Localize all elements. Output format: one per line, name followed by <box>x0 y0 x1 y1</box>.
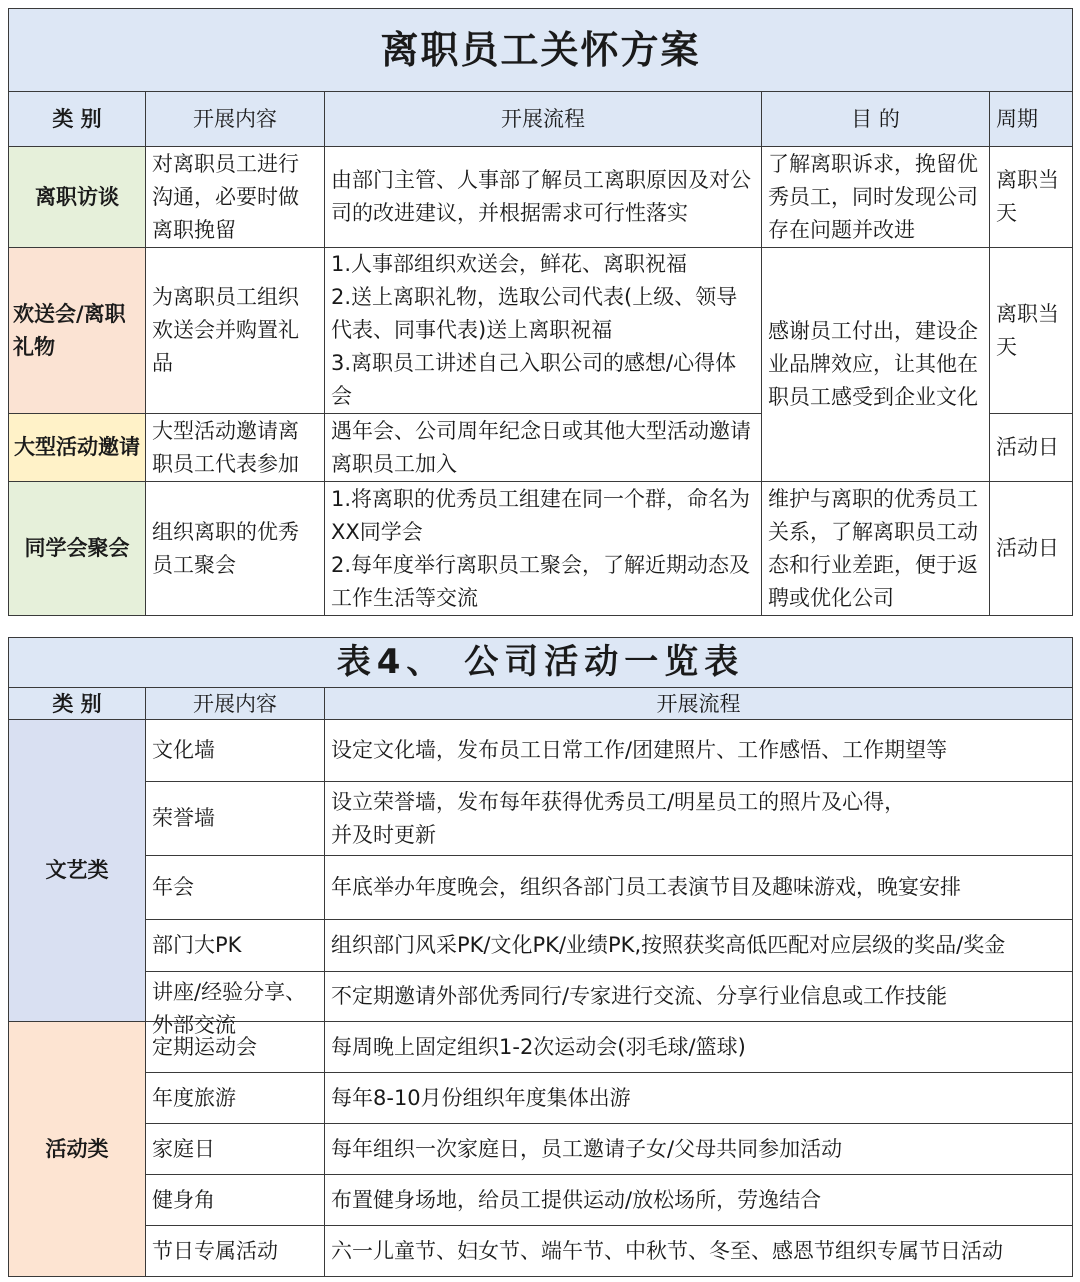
purpose-cell: 了解离职诉求，挽留优秀员工，同时发现公司存在问题并改进 <box>762 147 990 248</box>
table-row <box>9 147 1073 248</box>
process-cell: 年底举办年度晚会，组织各部门员工表演节目及趣味游戏，晚宴安排 <box>325 856 1073 920</box>
table-row <box>9 782 1073 856</box>
category-cell: 离职访谈 <box>9 147 146 248</box>
content-cell: 节日专属活动 <box>146 1226 325 1277</box>
cycle-cell: 活动日 <box>990 414 1073 482</box>
process-cell: 不定期邀请外部优秀同行/专家进行交流、分享行业信息或工作技能 <box>325 972 1073 1022</box>
table1-title: 离职员工关怀方案 <box>9 9 1073 92</box>
purpose-cell: 感谢员工付出，建设企业品牌效应，让其他在职员工感受到企业文化 <box>762 248 990 482</box>
process-line: 1.人事部组织欢送会，鲜花、离职祝福 <box>331 252 688 276</box>
process-line: 2.送上离职礼物，选取公司代表(上级、领导代表、同事代表)送上离职祝福 <box>331 285 738 342</box>
category-cell: 活动类 <box>9 1022 146 1277</box>
content-cell: 健身角 <box>146 1175 325 1226</box>
cycle-cell: 离职当天 <box>990 248 1073 414</box>
company-activities-table <box>8 637 1073 1277</box>
content-cell: 大型活动邀请离职员工代表参加 <box>146 414 325 482</box>
header-category: 类 别 <box>9 92 146 147</box>
category-cell: 文艺类 <box>9 720 146 1022</box>
table-row <box>9 1073 1073 1124</box>
table-row <box>9 720 1073 782</box>
process-cell: 设定文化墙，发布员工日常工作/团建照片、工作感悟、工作期望等 <box>325 720 1073 782</box>
header-process: 开展流程 <box>325 92 762 147</box>
cycle-cell: 活动日 <box>990 482 1073 616</box>
header-category: 类 别 <box>9 688 146 720</box>
header-content: 开展内容 <box>146 688 325 720</box>
category-cell: 同学会聚会 <box>9 482 146 616</box>
content-cell: 组织离职的优秀员工聚会 <box>146 482 325 616</box>
cycle-cell: 离职当天 <box>990 147 1073 248</box>
process-cell: 每年8-10月份组织年度集体出游 <box>325 1073 1073 1124</box>
process-cell: 组织部门风采PK/文化PK/业绩PK,按照获奖高低匹配对应层级的奖品/奖金 <box>325 920 1073 972</box>
content-cell: 部门大PK <box>146 920 325 972</box>
content-cell: 为离职员工组织欢送会并购置礼品 <box>146 248 325 414</box>
process-line: 2.每年度举行离职员工聚会，了解近期动态及工作生活等交流 <box>331 552 751 610</box>
table-row <box>9 920 1073 972</box>
category-cell: 欢送会/离职礼物 <box>9 248 146 414</box>
content-cell: 年度旅游 <box>146 1073 325 1124</box>
category-cell: 大型活动邀请 <box>9 414 146 482</box>
process-cell <box>325 482 762 616</box>
process-cell: 设立荣誉墙，发布每年获得优秀员工/明星员工的照片及心得，并及时更新 <box>325 782 1073 856</box>
clipped-content: 讲座/经验分享、外部交流 <box>152 980 307 1037</box>
header-process: 开展流程 <box>325 688 1073 720</box>
header-cycle: 周期 <box>990 92 1073 147</box>
content-cell <box>146 972 325 1037</box>
content-cell: 定期运动会 <box>146 1022 325 1073</box>
process-cell: 每周晚上固定组织1-2次运动会(羽毛球/篮球) <box>325 1022 1073 1073</box>
table-row <box>9 1124 1073 1175</box>
offboarding-care-table <box>8 8 1073 616</box>
purpose-cell: 维护与离职的优秀员工关系，了解离职员工动态和行业差距，便于返聘或优化公司 <box>762 482 990 616</box>
process-cell: 布置健身场地，给员工提供运动/放松场所，劳逸结合 <box>325 1175 1073 1226</box>
table-row <box>9 856 1073 920</box>
table2-title: 表4、 公司活动一览表 <box>9 638 1073 688</box>
content-cell: 家庭日 <box>146 1124 325 1175</box>
table-row <box>9 248 1073 414</box>
header-purpose: 目 的 <box>762 92 990 147</box>
content-cell: 对离职员工进行沟通，必要时做离职挽留 <box>146 147 325 248</box>
process-cell: 每年组织一次家庭日，员工邀请子女/父母共同参加活动 <box>325 1124 1073 1175</box>
content-cell: 荣誉墙 <box>146 782 325 856</box>
process-cell: 由部门主管、人事部了解员工离职原因及对公司的改进建议，并根据需求可行性落实 <box>325 147 762 248</box>
content-cell: 文化墙 <box>146 720 325 782</box>
process-cell: 六一儿童节、妇女节、端午节、中秋节、冬至、感恩节组织专属节日活动 <box>325 1226 1073 1277</box>
table-row <box>9 972 1073 1022</box>
table-row <box>9 1226 1073 1277</box>
table-row <box>9 1175 1073 1226</box>
content-cell: 年会 <box>146 856 325 920</box>
process-cell <box>325 248 762 414</box>
process-line: 1.将离职的优秀员工组建在同一个群，命名为XX同学会 <box>331 486 751 544</box>
process-cell: 遇年会、公司周年纪念日或其他大型活动邀请离职员工加入 <box>325 414 762 482</box>
header-content: 开展内容 <box>146 92 325 147</box>
process-line: 3.离职员工讲述自己入职公司的感想/心得体会 <box>331 351 737 408</box>
table-row <box>9 482 1073 616</box>
